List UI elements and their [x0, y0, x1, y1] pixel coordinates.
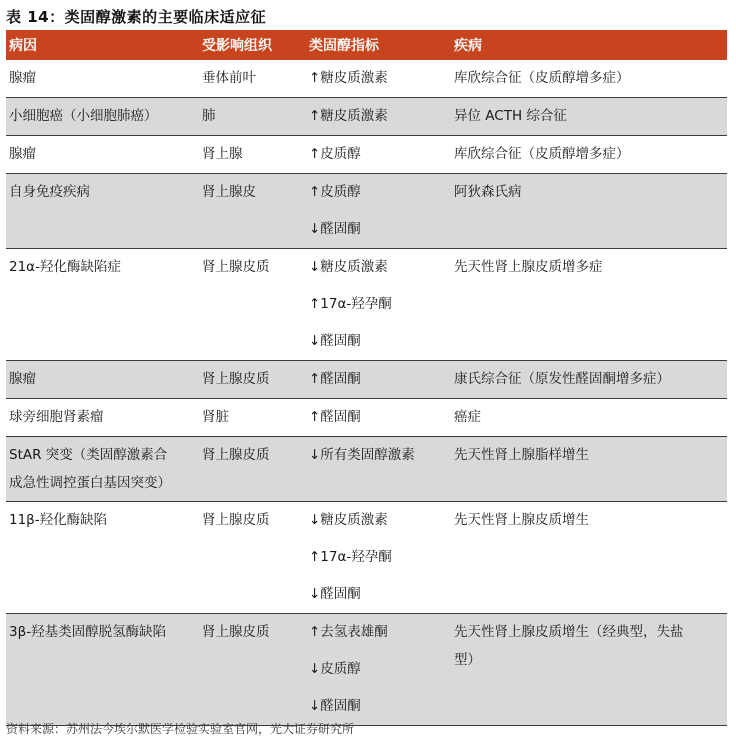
indicator-cell: [306, 60, 451, 98]
indicator-value: ↓皮质醇: [309, 661, 361, 677]
cell-text: 小细胞癌（小细胞肺癌）: [9, 108, 158, 124]
cell-text: 肾上腺皮质: [202, 624, 270, 640]
table-row: [6, 437, 727, 502]
cell-text: 肾上腺: [202, 146, 243, 162]
cause-cell: [6, 502, 199, 614]
cell-text: 库欣综合征（皮质醇增多症）: [454, 70, 630, 86]
indicator-cell: [306, 174, 451, 249]
indicator-value: ↓醛固酮: [309, 698, 361, 714]
indicator-value: ↓醛固酮: [309, 221, 361, 237]
cell-text: 腺瘤: [9, 70, 36, 86]
cause-cell: [6, 174, 199, 249]
cell-text: 癌症: [454, 409, 481, 425]
cell-text: 先天性肾上腺皮质增多症: [454, 259, 603, 275]
indicator-value: ↑去氢表雄酮: [309, 624, 388, 640]
source-note: 资料来源：苏州法今埃尔默医学检验实验室官网，光大证券研究所: [6, 722, 355, 736]
cell-text: 型）: [454, 652, 481, 668]
indicator-cell: [306, 614, 451, 726]
cell-text: 先天性肾上腺皮质增生: [454, 512, 589, 528]
disease-cell: [451, 98, 727, 136]
indications-table: [6, 30, 727, 726]
indicator-value: ↑糖皮质激素: [309, 108, 388, 124]
table-row: [6, 361, 727, 399]
disease-cell: [451, 174, 727, 249]
column-header-disease: 疾病: [451, 30, 727, 60]
cell-text: 先天性肾上腺脂样增生: [454, 447, 589, 463]
indicator-value: ↓醛固酮: [309, 333, 361, 349]
cell-text: 肾上腺皮: [202, 184, 256, 200]
disease-cell: [451, 502, 727, 614]
cell-text: 11β-羟化酶缺陷: [9, 512, 108, 528]
tissue-cell: [199, 249, 306, 361]
indicator-value: ↑皮质醇: [309, 146, 361, 162]
cell-text: 3β-羟基类固醇脱氢酶缺陷: [9, 624, 167, 640]
indicator-value: ↓所有类固醇激素: [309, 447, 415, 463]
cell-text: 肾上腺皮质: [202, 259, 270, 275]
cause-cell: [6, 361, 199, 399]
cause-cell: [6, 614, 199, 726]
column-header-tissue: 受影响组织: [199, 30, 306, 60]
tissue-cell: [199, 502, 306, 614]
disease-cell: [451, 136, 727, 174]
indicator-value: ↓醛固酮: [309, 586, 361, 602]
tissue-cell: [199, 136, 306, 174]
table-row: [6, 502, 727, 614]
indicator-value: ↑醛固酮: [309, 371, 361, 387]
cause-cell: [6, 136, 199, 174]
cell-text: StAR 突变（类固醇激素合: [9, 447, 168, 463]
cell-text: 库欣综合征（皮质醇增多症）: [454, 146, 630, 162]
cell-text: 阿狄森氏病: [454, 184, 522, 200]
cell-text: 球旁细胞肾素瘤: [9, 409, 104, 425]
disease-cell: [451, 399, 727, 437]
cell-text: 肺: [202, 108, 216, 124]
table-row: [6, 60, 727, 98]
cause-cell: [6, 249, 199, 361]
cell-text: 21α-羟化酶缺陷症: [9, 259, 121, 275]
disease-cell: [451, 437, 727, 502]
table-row: [6, 136, 727, 174]
table-row: [6, 98, 727, 136]
cause-cell: [6, 98, 199, 136]
indicator-value: ↑17α-羟孕酮: [309, 296, 392, 312]
cell-text: 异位 ACTH 综合征: [454, 108, 567, 124]
cause-cell: [6, 60, 199, 98]
indicator-cell: [306, 502, 451, 614]
indicator-value: ↑醛固酮: [309, 409, 361, 425]
indicator-cell: [306, 98, 451, 136]
tissue-cell: [199, 361, 306, 399]
indicator-cell: [306, 361, 451, 399]
cell-text: 肾上腺皮质: [202, 371, 270, 387]
cell-text: 自身免疫疾病: [9, 184, 90, 200]
indicator-cell: [306, 249, 451, 361]
header-row: [6, 30, 727, 60]
indicator-value: ↑糖皮质激素: [309, 70, 388, 86]
table-title: 表 14：类固醇激素的主要临床适应征: [6, 8, 267, 26]
column-header-indicator: 类固醇指标: [306, 30, 451, 60]
tissue-cell: [199, 174, 306, 249]
indicator-value: ↓糖皮质激素: [309, 259, 388, 275]
indicator-cell: [306, 399, 451, 437]
tissue-cell: [199, 60, 306, 98]
cause-cell: [6, 437, 199, 502]
column-header-cause: 病因: [6, 30, 199, 60]
cell-text: 肾上腺皮质: [202, 512, 270, 528]
indicator-cell: [306, 136, 451, 174]
tissue-cell: [199, 98, 306, 136]
cell-text: 肾上腺皮质: [202, 447, 270, 463]
cell-text: 康氏综合征（原发性醛固酮增多症）: [454, 371, 670, 387]
indicator-value: ↓糖皮质激素: [309, 512, 388, 528]
table-row: [6, 174, 727, 249]
table-row: [6, 614, 727, 726]
cell-text: 肾脏: [202, 409, 229, 425]
disease-cell: [451, 60, 727, 98]
disease-cell: [451, 361, 727, 399]
tissue-cell: [199, 399, 306, 437]
indicator-value: ↑17α-羟孕酮: [309, 549, 392, 565]
table-row: [6, 249, 727, 361]
cell-text: 腺瘤: [9, 146, 36, 162]
cause-cell: [6, 399, 199, 437]
indicator-cell: [306, 437, 451, 502]
table-row: [6, 399, 727, 437]
indicator-value: ↑皮质醇: [309, 184, 361, 200]
cell-text: 腺瘤: [9, 371, 36, 387]
cell-text: 先天性肾上腺皮质增生（经典型，失盐: [454, 624, 684, 640]
tissue-cell: [199, 437, 306, 502]
disease-cell: [451, 614, 727, 726]
cell-text: 成急性调控蛋白基因突变）: [9, 475, 171, 491]
cell-text: 垂体前叶: [202, 70, 256, 86]
tissue-cell: [199, 614, 306, 726]
disease-cell: [451, 249, 727, 361]
